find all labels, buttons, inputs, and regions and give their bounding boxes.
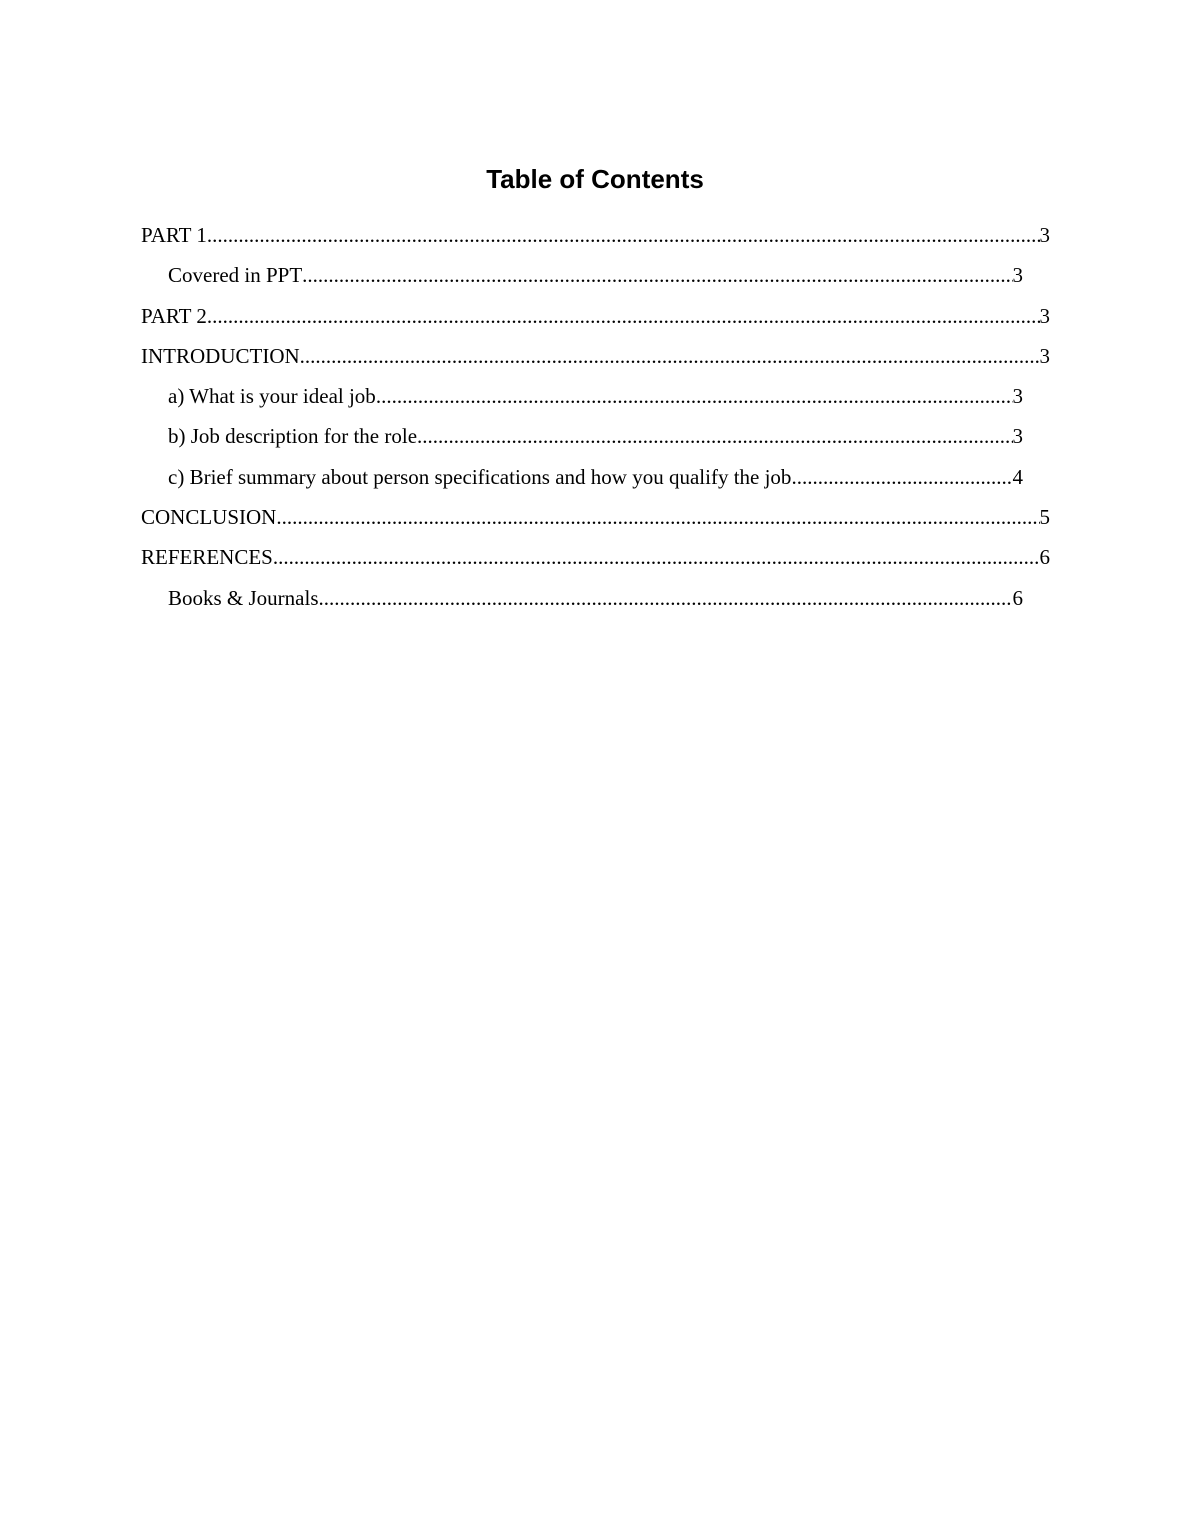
toc-entry-label: INTRODUCTION xyxy=(141,343,300,368)
dot-leader xyxy=(302,255,1012,295)
dot-leader xyxy=(319,578,1013,618)
toc-entry-label: PART 1 xyxy=(141,223,207,247)
toc-entry-label: a) What is your ideal job xyxy=(168,384,376,409)
toc-entry-page-number: 3 xyxy=(1012,384,1023,409)
toc-entry-label: Books & Journals xyxy=(168,585,319,610)
toc-entry-references[interactable] xyxy=(0,537,1190,577)
toc-entry-page-number: 3 xyxy=(1039,303,1050,328)
dot-leader xyxy=(791,457,1012,497)
toc-entry-page-number: 3 xyxy=(1039,343,1050,368)
dot-leader xyxy=(276,497,1039,537)
dot-leader xyxy=(300,336,1040,376)
toc-entry-label: Covered in PPT xyxy=(168,263,303,288)
toc-entry-books-journals[interactable] xyxy=(0,578,1190,618)
toc-entry-page-number: 3 xyxy=(1012,263,1023,288)
toc-entry-part-2[interactable] xyxy=(0,296,1190,336)
toc-entry-label: b) Job description for the role xyxy=(168,424,418,449)
toc-entry-page-number: 4 xyxy=(1012,464,1023,489)
toc-entry-page-number: 3 xyxy=(1012,424,1023,449)
toc-entry-page-number: 6 xyxy=(1039,545,1050,570)
toc-entry-label: REFERENCES xyxy=(141,545,273,570)
dot-leader xyxy=(273,537,1040,577)
toc-entry-conclusion[interactable] xyxy=(0,497,1190,537)
toc-entry-part-1[interactable] xyxy=(0,215,1190,255)
toc-entry-label: CONCLUSION xyxy=(141,505,277,530)
toc-entry-ideal-job[interactable] xyxy=(0,376,1190,416)
dot-leader xyxy=(376,376,1013,416)
dot-leader xyxy=(207,296,1040,336)
toc-entry-page-number: 6 xyxy=(1012,585,1023,610)
toc-entry-introduction[interactable] xyxy=(0,336,1190,376)
dot-leader xyxy=(417,416,1012,456)
toc-entry-label: PART 2 xyxy=(141,303,207,328)
dot-leader xyxy=(207,215,1040,255)
toc-entry-covered-in-ppt[interactable] xyxy=(0,255,1190,295)
toc-entry-page-number: 3 xyxy=(1039,223,1050,247)
toc-entry-person-specifications[interactable] xyxy=(0,457,1190,497)
toc-entry-job-description[interactable] xyxy=(0,416,1190,456)
toc-entry-label: c) Brief summary about person specifications and how you qualify the job xyxy=(168,464,792,489)
toc-entry-page-number: 5 xyxy=(1039,505,1050,530)
toc-title: Table of Contents xyxy=(486,164,704,194)
toc-list xyxy=(0,215,1190,618)
